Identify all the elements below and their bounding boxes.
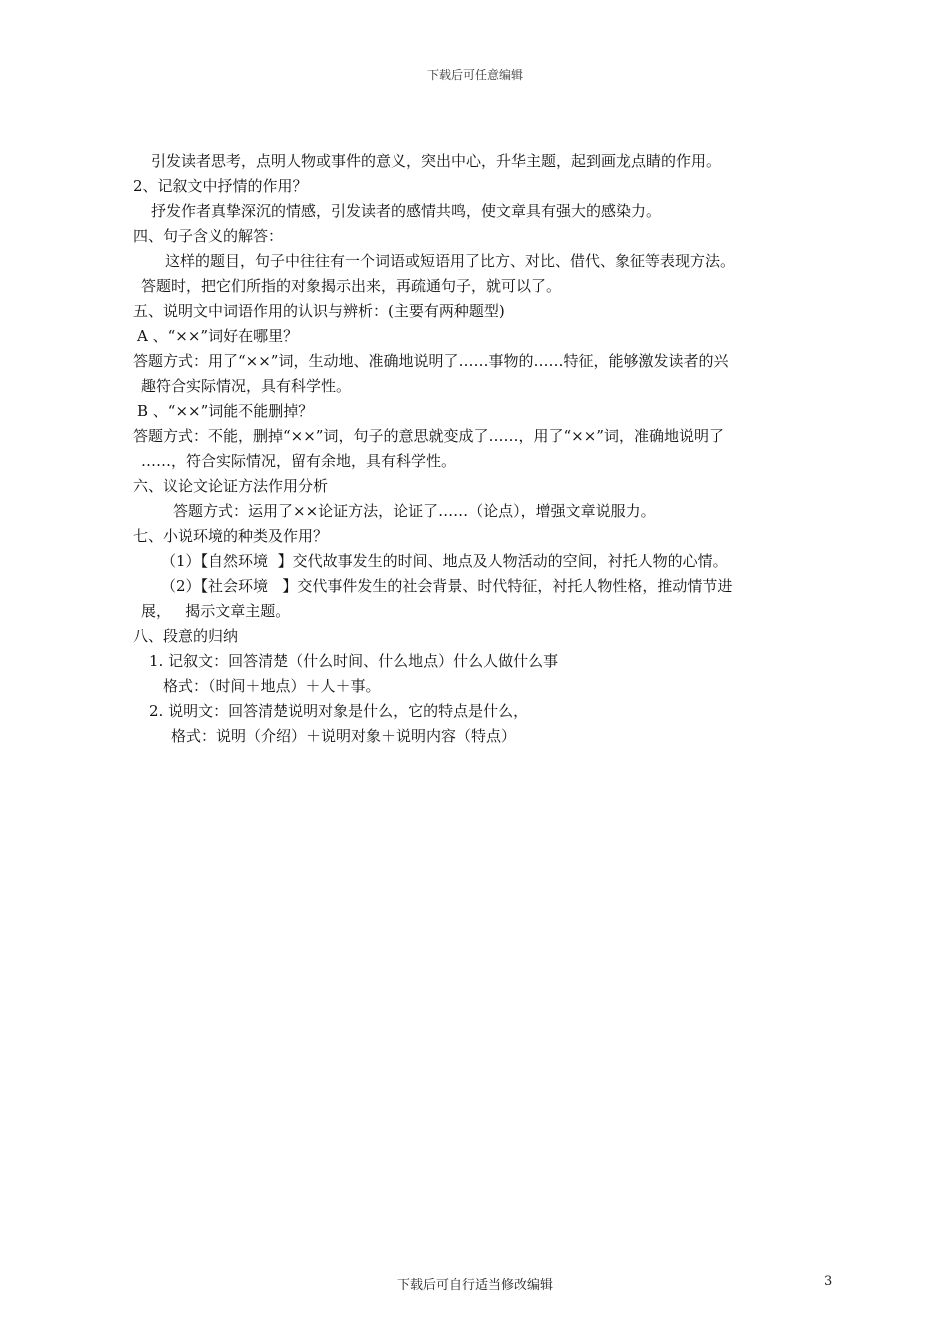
- text-line: 四、句子含义的解答：: [133, 227, 284, 245]
- page-header: 下载后可任意编辑: [426, 68, 523, 82]
- text-line: 答题方式：不能，删掉“××”词，句子的意思就变成了……，用了“××”词，准确地说明了: [133, 427, 724, 445]
- document-body: [133, 149, 823, 749]
- text-line: （1）【自然环境 】交代故事发生的时间、地点及人物活动的空间，衬托人物的心情。: [161, 552, 728, 570]
- text-line: （2）【社会环境 】交代事件发生的社会背景、时代特征，衬托人物性格，推动情节进: [161, 577, 733, 595]
- text-line: 答题方式：运用了××论证方法，论证了……（论点），增强文章说服力。: [173, 502, 656, 520]
- text-line: 展， 揭示文章主题。: [141, 602, 291, 620]
- text-line: 格式：说明（介绍）＋说明对象＋说明内容（特点）: [171, 727, 517, 745]
- text-line: 七、小说环境的种类及作用？: [133, 527, 329, 545]
- text-line: 五、说明文中词语作用的认识与辨析：(主要有两种题型): [133, 302, 505, 320]
- text-line: 答题方式：用了“××”词，生动地、准确地说明了……事物的……特征，能够激发读者的兴: [133, 352, 729, 370]
- text-line: 2. 说明文：回答清楚说明对象是什么，它的特点是什么，: [149, 702, 529, 720]
- page-number: 3: [824, 1274, 833, 1289]
- text-line: 2、记叙文中抒情的作用？: [133, 177, 308, 195]
- text-line: 八、段意的归纳: [133, 627, 239, 645]
- text-line: 答题时，把它们所指的对象揭示出来，再疏通句子，就可以了。: [141, 277, 562, 295]
- text-line: 抒发作者真挚深沉的情感，引发读者的感情共鸣，使文章具有强大的感染力。: [151, 202, 662, 220]
- text-line: B 、“××”词能不能删掉？: [137, 402, 314, 420]
- text-line: 格式：（时间＋地点）＋人＋事。: [163, 677, 381, 695]
- text-line: 六、议论文论证方法作用分析: [133, 477, 329, 495]
- text-line: 引发读者思考，点明人物或事件的意义，突出中心，升华主题，起到画龙点睛的作用。: [151, 152, 722, 170]
- text-line: 这样的题目，句子中往往有一个词语或短语用了比方、对比、借代、象征等表现方法。: [165, 252, 736, 270]
- text-line: A 、“××”词好在哪里？: [137, 327, 299, 345]
- page-footer: 下载后可自行适当修改编辑: [396, 1278, 553, 1293]
- text-line: 1. 记叙文：回答清楚（什么时间、什么地点）什么人做什么事: [149, 652, 559, 670]
- text-line: 趣符合实际情况，具有科学性。: [141, 377, 352, 395]
- text-line: ……，符合实际情况，留有余地，具有科学性。: [141, 452, 457, 470]
